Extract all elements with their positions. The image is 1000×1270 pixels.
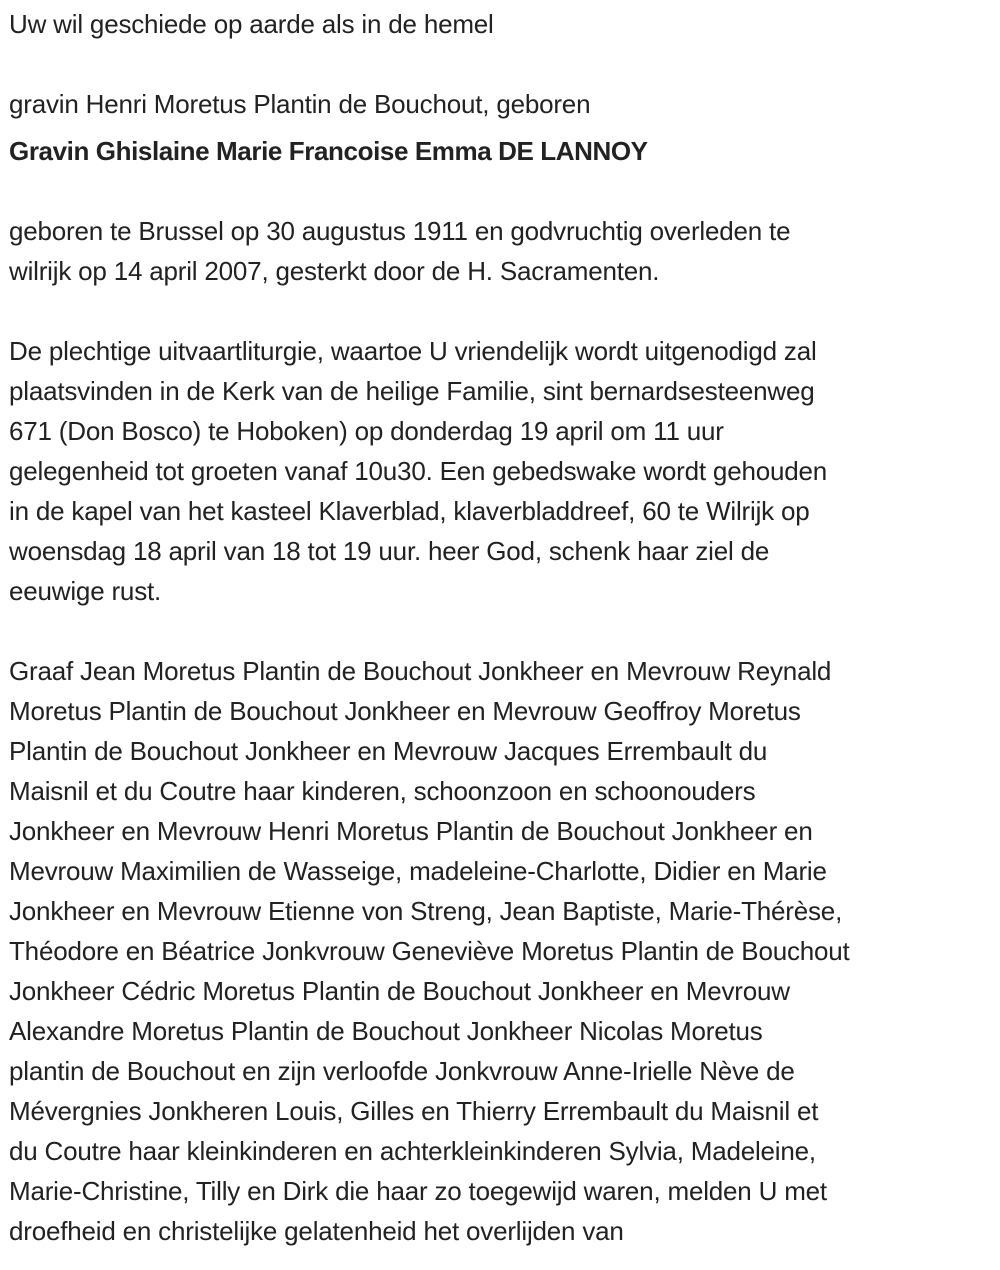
text-line: Plantin de Bouchout Jonkheer en Mevrouw Jacques Errembault du [9,736,768,766]
text-line: Alexandre Moretus Plantin de Bouchout Jonkheer Nicolas Moretus [9,1016,763,1046]
family-announcement-paragraph [9,651,992,1251]
text-line: Jonkheer en Mevrouw Henri Moretus Plantin de Bouchout Jonkheer en [9,816,813,846]
text-line: Mevrouw Maximilien de Wasseige, madeleine-Charlotte, Didier en Marie [9,856,827,886]
text-line: Jonkheer en Mevrouw Etienne von Streng, Jean Baptiste, Marie-Thérèse, [9,896,843,926]
text-line: plaatsvinden in de Kerk van de heilige Familie, sint bernardsesteenweg [9,376,815,406]
text-line: Marie-Christine, Tilly en Dirk die haar zo toegewijd waren, melden U met [9,1176,827,1206]
text-line: gelegenheid tot groeten vanaf 10u30. Een gebedswake wordt gehouden [9,456,828,486]
text-line: wilrijk op 14 april 2007, gesterkt door de H. Sacramenten. [9,256,660,286]
text-line: Jonkheer Cédric Moretus Plantin de Bouchout Jonkheer en Mevrouw [9,976,790,1006]
deceased-name: Gravin Ghislaine Marie Francoise Emma DE LANNOY [9,136,648,166]
text-line: eeuwige rust. [9,576,162,606]
widow-intro-line: gravin Henri Moretus Plantin de Bouchout, geboren [9,89,591,119]
motto-line: Uw wil geschiede op aarde als in de hemel [9,9,494,39]
text-line: du Coutre haar kleinkinderen en achterkleinkinderen Sylvia, Madeleine, [9,1136,816,1166]
text-line: De plechtige uitvaartliturgie, waartoe U vriendelijk wordt uitgenodigd zal [9,336,817,366]
text-line: droefheid en christelijke gelatenheid het overlijden van [9,1216,624,1246]
text-line: 671 (Don Bosco) te Hoboken) op donderdag 19 april om 11 uur [9,416,724,446]
text-line: geboren te Brussel op 30 augustus 1911 en godvruchtig overleden te [9,216,791,246]
motto-block [9,4,992,44]
text-line: Théodore en Béatrice Jonkvrouw Geneviève Moretus Plantin de Bouchout [9,936,850,966]
text-line: Moretus Plantin de Bouchout Jonkheer en Mevrouw Geoffroy Moretus [9,696,801,726]
text-line: Mévergnies Jonkheren Louis, Gilles en Thierry Errembault du Maisnil et [9,1096,819,1126]
birth-death-paragraph [9,211,992,291]
text-line: plantin de Bouchout en zijn verloofde Jonkvrouw Anne-Irielle Nève de [9,1056,795,1086]
text-line: woensdag 18 april van 18 tot 19 uur. heer God, schenk haar ziel de [9,536,770,566]
funeral-details-paragraph [9,331,992,611]
text-line: Graaf Jean Moretus Plantin de Bouchout Jonkheer en Mevrouw Reynald [9,656,832,686]
text-line: in de kapel van het kasteel Klaverblad, klaverbladdreef, 60 te Wilrijk op [9,496,810,526]
deceased-block [9,84,992,171]
text-line: Maisnil et du Coutre haar kinderen, schoonzoon en schoonouders [9,776,756,806]
